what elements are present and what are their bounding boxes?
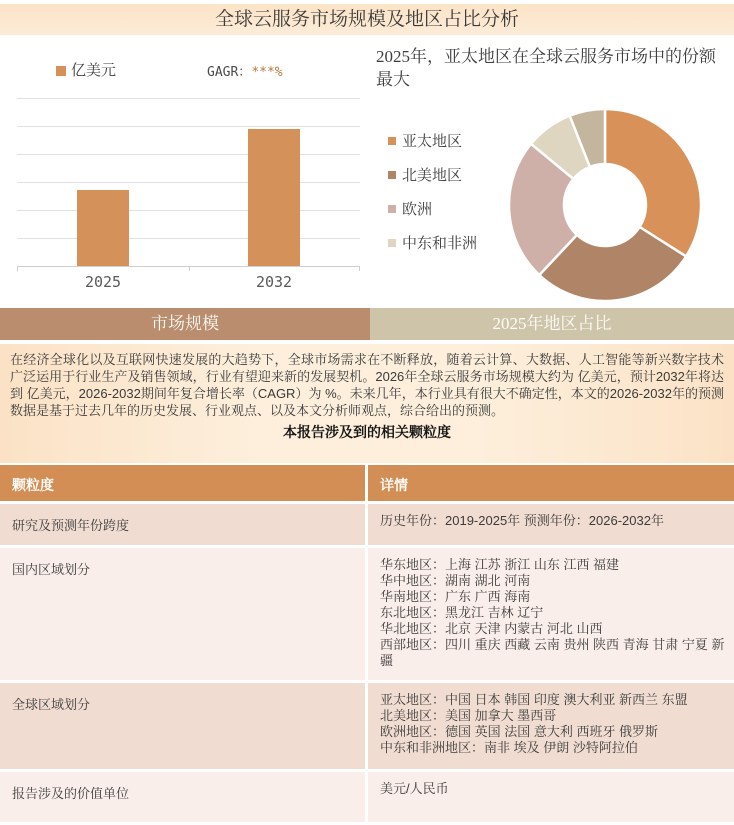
- legend-label: 北美地区: [402, 167, 463, 184]
- cagr-text: [207, 61, 283, 80]
- donut-legend-item: [388, 200, 492, 219]
- detail-line: 美元/人民币: [380, 781, 449, 796]
- legend-marker: [388, 137, 396, 145]
- bar-plot: [17, 98, 360, 291]
- table-header-granularity: 颗粒度: [0, 465, 368, 501]
- detail-line: 北美地区：美国 加拿大 墨西哥: [380, 708, 557, 723]
- table-row: [0, 683, 734, 769]
- detail-line: 华东地区：上海 江苏 浙江 山东 江西 福建: [380, 557, 620, 572]
- donut-svg: [505, 104, 703, 302]
- row-details-cell: [368, 683, 734, 769]
- tab-market-size[interactable]: 市场规模: [0, 308, 370, 340]
- row-label-cell: 研究及预测年份跨度: [0, 504, 368, 545]
- row-details-cell: [368, 772, 734, 822]
- detail-line: 中东和非洲地区：南非 埃及 伊朗 沙特阿拉伯: [380, 740, 638, 755]
- tab-region-share[interactable]: 2025年地区占比: [370, 308, 734, 340]
- row-label-cell: 全球区域划分: [0, 683, 368, 769]
- donut-legend: [388, 132, 492, 268]
- bar-x-label: 2025: [84, 273, 122, 291]
- bar-legend-label: 亿美元: [71, 62, 117, 79]
- detail-line: 亚太地区：中国 日本 韩国 印度 澳大利亚 新西兰 东盟: [380, 692, 688, 707]
- market-size-bar-chart: [10, 46, 362, 304]
- donut-legend-item: [388, 234, 492, 253]
- row-label-cell: 报告涉及的价值单位: [0, 772, 368, 822]
- axis-tick: [189, 267, 190, 271]
- bar-legend-marker: [56, 66, 66, 76]
- row-details-cell: [368, 548, 734, 680]
- granularity-table-title: 本报告涉及到的相关颗粒度: [283, 424, 451, 440]
- bar-gridline: [17, 98, 360, 99]
- axis-tick: [359, 267, 360, 271]
- granularity-table: [0, 465, 734, 825]
- summary-block: [0, 344, 734, 463]
- legend-marker: [388, 239, 396, 247]
- cagr-masked-value: ***%: [251, 65, 283, 80]
- summary-paragraph: 在经济全球化以及互联网快速发展的大趋势下，全球市场需求在不断释放，随着云计算、大数据、人工智能等新兴数字技术广泛运用于行业生产及销售领域，行业有望迎来新的发展契机。2026年全球云服务市场规模大约为 亿美元，预计2032年将达到 亿美元，2026-2032期间年复合增长率（CAGR）为 %。未来几年，本行业具有很大不确定性，本文的2026-2032年的预测数据是基于过去几年的历史发展、行业观点、以及本文分析师观点，综合给出的预测。: [10, 352, 724, 418]
- bar-gridline: [17, 154, 360, 155]
- cagr-prefix: GAGR：: [207, 65, 252, 80]
- detail-line: 西部地区：四川 重庆 西藏 云南 贵州 陕西 青海 甘肃 宁夏 新疆: [380, 637, 725, 668]
- detail-line: 欧洲地区：德国 英国 法国 意大利 西班牙 俄罗斯: [380, 724, 659, 739]
- detail-line: 华北地区：北京 天津 内蒙古 河北 山西: [380, 621, 603, 636]
- detail-line: 华中地区：湖南 湖北 河南: [380, 573, 531, 588]
- legend-label: 亚太地区: [402, 133, 463, 150]
- table-row: [0, 548, 734, 680]
- table-body: [0, 504, 734, 822]
- donut-legend-item: [388, 166, 492, 185]
- section-tabs: [0, 308, 734, 340]
- bar-2025: [77, 190, 129, 266]
- bar-x-label: 2032: [255, 273, 293, 291]
- legend-label: 中东和非洲: [402, 235, 478, 252]
- bar-gridline: [17, 182, 360, 183]
- bar-gridline: [17, 238, 360, 239]
- table-header-row: [0, 465, 734, 501]
- page-title: 全球云服务市场规模及地区占比分析: [214, 9, 519, 30]
- detail-line: 东北地区：黑龙江 吉林 辽宁: [380, 605, 544, 620]
- table-row: [0, 504, 734, 545]
- legend-marker: [388, 205, 396, 213]
- donut-chart-title: 2025年，亚太地区在全球云服务市场中的份额最大: [376, 47, 716, 89]
- bar-gridline: [17, 126, 360, 127]
- donut-legend-item: [388, 132, 492, 151]
- table-row: [0, 772, 734, 822]
- detail-line: 华南地区：广东 广西 海南: [380, 589, 531, 604]
- region-share-donut-chart: [370, 40, 734, 306]
- row-label-cell: 国内区域划分: [0, 548, 368, 680]
- bar-gridline: [17, 210, 360, 211]
- row-details-cell: [368, 504, 734, 545]
- table-header-details: 详情: [380, 477, 408, 493]
- bar-2032: [248, 129, 300, 266]
- report-title-bar: [0, 4, 734, 35]
- axis-tick: [17, 267, 18, 271]
- detail-line: 历史年份：2019-2025年 预测年份：2026-2032年: [380, 513, 664, 528]
- legend-label: 欧洲: [402, 201, 433, 218]
- legend-marker: [388, 171, 396, 179]
